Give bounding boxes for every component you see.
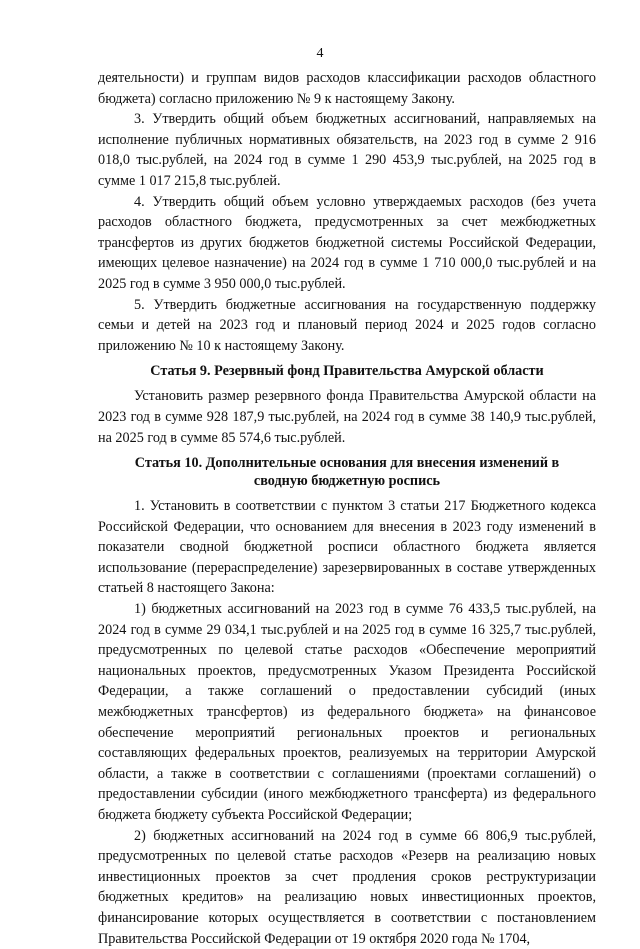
paragraph-continuation: деятельности) и группам видов расходов классификации расходов областного бюджета) согласно приложению № 9 к настоящему Закону.	[98, 70, 596, 107]
article-10-heading-line1: Статья 10. Дополнительные основания для внесения изменений в	[134, 455, 560, 472]
article-9-heading: Статья 9. Резервный фонд Правительства Амурской области	[150, 363, 544, 380]
article-9-text: Установить размер резервного фонда Правительства Амурской области на 2023 год в сумме 928 187,9 тыс.рублей, на 2024 год в сумме 38 140,9 тыс.рублей, на 2025 год в сумме 85 574,6 тыс.рублей.	[98, 388, 596, 446]
article-10-heading-line2: сводную бюджетную роспись	[253, 473, 441, 490]
article-10-paragraph-1: 1. Установить в соответствии с пунктом 3 статьи 217 Бюджетного кодекса Российской Федерации, что основанием для внесения в 2023 году изменений в показатели сводной бюджетной росписи областного бюджета является использование (перераспределение) зарезервированных в составе утвержденных статьей 8 настоящего Закона:	[98, 498, 596, 597]
article-10-subitem-2: 2) бюджетных ассигнований на 2024 год в сумме 66 806,9 тыс.рублей, предусмотренных по целевой статье расходов «Резерв на реализацию новых инвестиционных проектов за счет продления сроков реструктуризации бюджетных кредитов» на реализацию новых инвестиционных проектов, финансирование которых осуществляется в соответствии с постановлением Правительства Российской Федерации от 19 октября 2020 года № 1704,	[98, 827, 596, 947]
page-number: 4	[316, 46, 324, 61]
document-body	[98, 68, 596, 949]
paragraph-item-4: 4. Утвердить общий объем условно утверждаемых расходов (без учета расходов областного бюджета, предусмотренных за счет межбюджетных трансфертов из других бюджетов бюджетной системы Российской Федерации, имеющих целевое назначение) на 2024 год в сумме 1 710 000,0 тыс.рублей и на 2025 год в сумме 3 950 000,0 тыс.рублей.	[98, 193, 596, 292]
paragraph-item-5: 5. Утвердить бюджетные ассигнования на государственную поддержку семьи и детей на 2023 год и плановый период 2024 и 2025 годов согласно приложению № 10 к настоящему Закону.	[98, 296, 596, 354]
article-10-heading	[98, 454, 596, 490]
paragraph-item-3: 3. Утвердить общий объем бюджетных ассигнований, направляемых на исполнение публичных нормативных обязательств, на 2023 год в сумме 2 916 018,0 тыс.рублей, на 2024 год в сумме 1 290 453,9 тыс.рублей, на 2025 год в сумме 1 017 215,8 тыс.рублей.	[98, 111, 596, 189]
article-10-subitem-1: 1) бюджетных ассигнований на 2023 год в сумме 76 433,5 тыс.рублей, на 2024 год в сумме 29 034,1 тыс.рублей и на 2025 год в сумме 16 325,7 тыс.рублей, предусмотренных по целевой статье расходов «Обеспечение мероприятий национальных проектов, предусмотренных Указом Президента Российской Федерации, а также соглашений о предоставлении субсидий (иных межбюджетных трансфертов) из федерального бюджета» на финансовое обеспечение мероприятий региональных проектов и региональных составляющих федеральных проектов, реализуемых на территории Амурской области, а также в соответствии с соглашениями (проектами соглашений) о предоставлении субсидии (иного межбюджетного трансферта) из федерального бюджета бюджету субъекта Российской Федерации;	[98, 601, 596, 823]
